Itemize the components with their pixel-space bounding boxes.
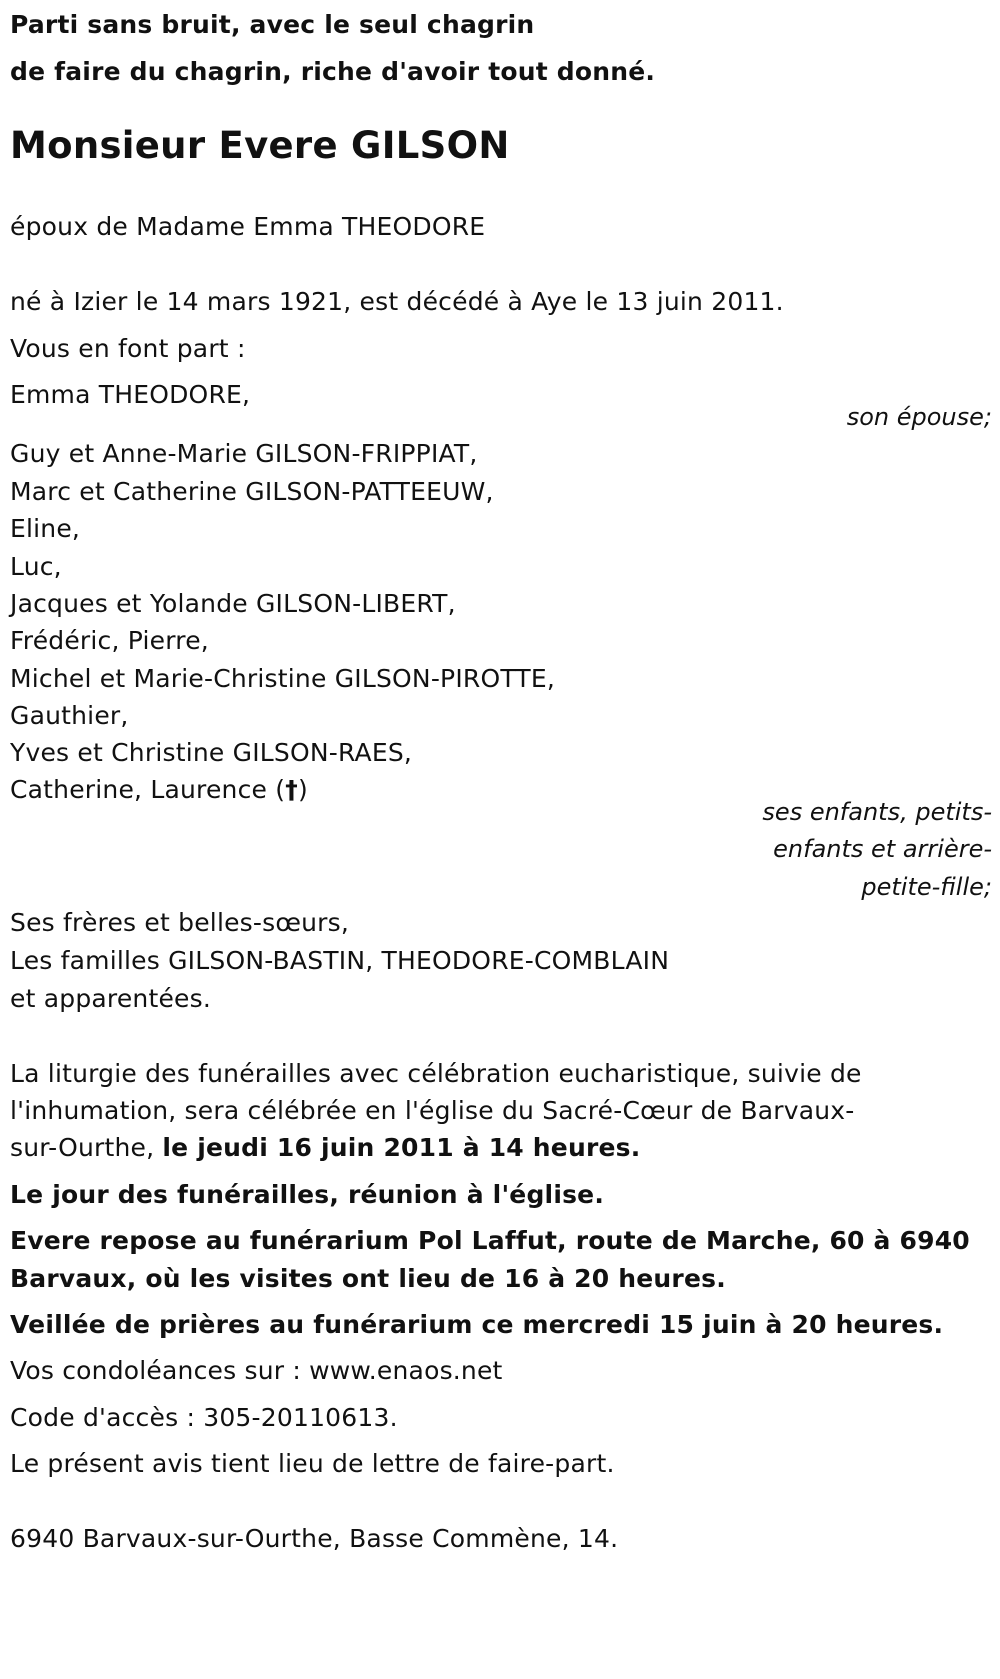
meeting-line: Le jour des funérailles, réunion à l'église. <box>10 1180 605 1209</box>
intro-line-2: de faire du chagrin, riche d'avoir tout donné. <box>10 57 656 86</box>
list-item: Frédéric, Pierre, <box>10 626 209 655</box>
notice-line: Le présent avis tient lieu de lettre de faire-part. <box>10 1449 615 1478</box>
family-line-3: et apparentées. <box>10 984 211 1013</box>
wife-name: Emma THEODORE, <box>10 380 251 409</box>
deceased-name: Monsieur Evere GILSON <box>10 124 510 167</box>
liturgy-line-3 <box>10 1135 640 1160</box>
liturgy-line-2: l'inhumation, sera célébrée en l'église du Sacré-Cœur de Barvaux- <box>10 1096 855 1125</box>
list-item: Guy et Anne-Marie GILSON-FRIPPIAT, <box>10 439 478 468</box>
list-item: Yves et Christine GILSON-RAES, <box>10 738 413 767</box>
list-item-text: Catherine, Laurence ( <box>10 775 286 804</box>
list-item: Eline, <box>10 514 81 543</box>
list-item-close: ) <box>297 775 308 804</box>
wife-role: son épouse; <box>846 403 992 431</box>
liturgy-line-1: La liturgie des funérailles avec célébration eucharistique, suivie de <box>10 1059 862 1088</box>
address-line: 6940 Barvaux-sur-Ourthe, Basse Commène, 14. <box>10 1524 619 1553</box>
spouse-line: époux de Madame Emma THEODORE <box>10 212 486 241</box>
list-item: Marc et Catherine GILSON-PATTEEUW, <box>10 477 494 506</box>
access-code-line: Code d'accès : 305-20110613. <box>10 1403 398 1432</box>
list-item: Jacques et Yolande GILSON-LIBERT, <box>10 589 456 618</box>
family-line-1: Ses frères et belles-sœurs, <box>10 908 350 937</box>
condolences-line: Vos condoléances sur : www.enaos.net <box>10 1356 503 1385</box>
vigil-line: Veillée de prières au funérarium ce mercredi 15 juin à 20 heures. <box>10 1310 944 1339</box>
intro-line-1: Parti sans bruit, avec le seul chagrin <box>10 10 535 39</box>
repose-line-1: Evere repose au funérarium Pol Laffut, route de Marche, 60 à 6940 <box>10 1226 970 1255</box>
list-item: Luc, <box>10 552 62 581</box>
family-line-2: Les familles GILSON-BASTIN, THEODORE-COMBLAIN <box>10 946 670 975</box>
children-role-line-2: enfants et arrière- <box>773 835 992 863</box>
liturgy-place: sur-Ourthe, <box>10 1133 163 1162</box>
list-item: Michel et Marie-Christine GILSON-PIROTTE, <box>10 664 555 693</box>
birth-death-line: né à Izier le 14 mars 1921, est décédé à Aye le 13 juin 2011. <box>10 287 784 316</box>
repose-line-2: Barvaux, où les visites ont lieu de 16 à 20 heures. <box>10 1264 726 1293</box>
children-role-line-3: petite-fille; <box>861 873 992 901</box>
cross-icon: † <box>285 775 298 804</box>
list-item: Gauthier, <box>10 701 129 730</box>
announce-line: Vous en font part : <box>10 334 246 363</box>
liturgy-date: le jeudi 16 juin 2011 à 14 heures. <box>162 1133 641 1162</box>
list-item-last <box>10 777 308 802</box>
children-role-line-1: ses enfants, petits- <box>762 798 992 826</box>
